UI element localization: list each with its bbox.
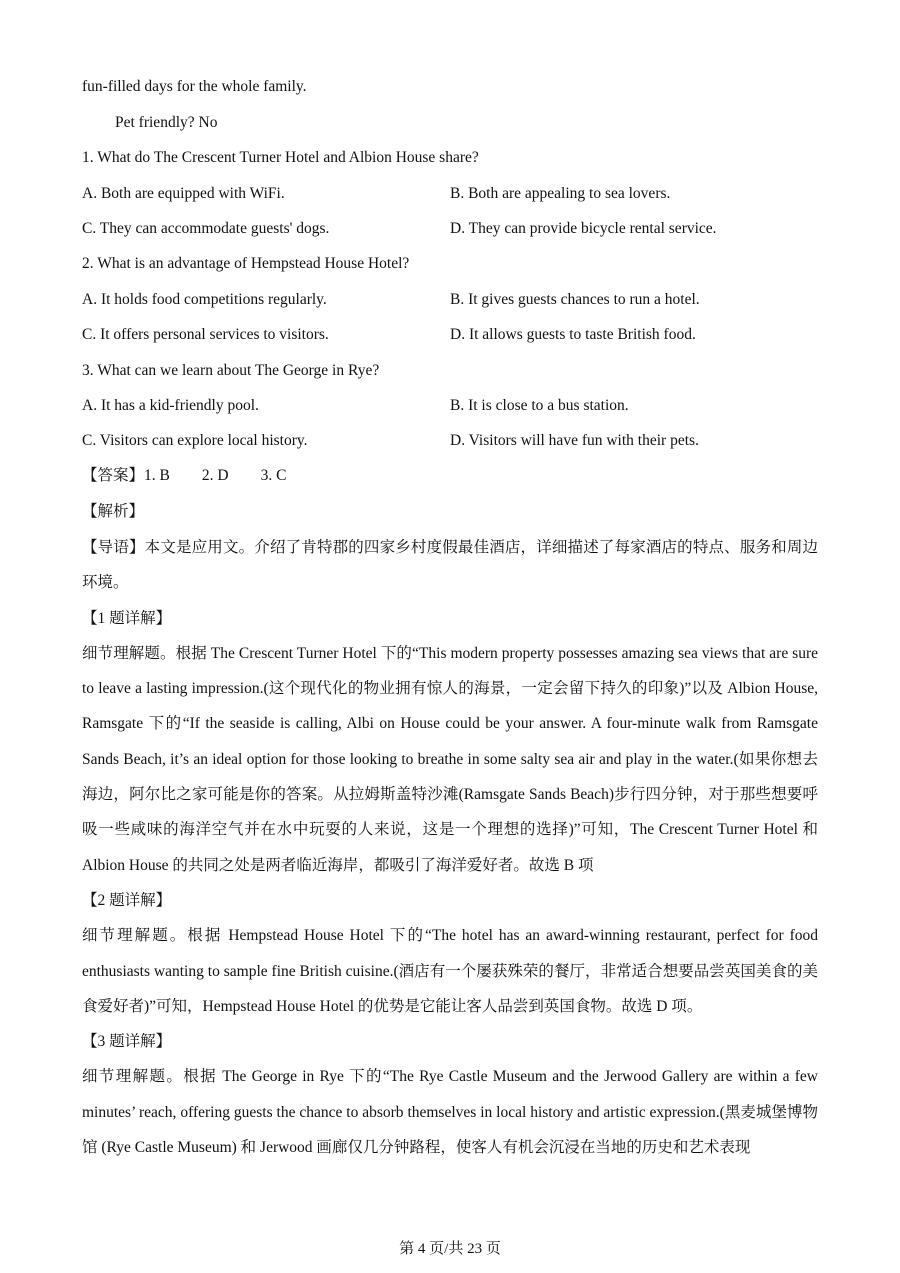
question-2-option-c: C. It offers personal services to visitors. — [82, 326, 329, 343]
question-1-stem: 1. What do The Crescent Turner Hotel and Albion House share? — [82, 149, 479, 166]
guide-paragraph: 【导语】本文是应用文。介绍了肯特郡的四家乡村度假最佳酒店，详细描述了每家酒店的特点、服务和周边环境。 — [82, 539, 818, 592]
answer-item-3: 3. C — [260, 467, 287, 484]
answer-label: 【答案】 — [82, 467, 145, 484]
detail-2-text: 细节理解题。根据 Hempstead House Hotel 下的“The hotel has an award-winning restaurant, perfect for food enthusiasts wanting to sample fine British cuisine.(酒店有一个屡获殊荣的餐厅，非常适合想要品尝英国美食的美食爱好者)”可知，Hempstead House Hotel 的优势是它能让客人品尝到英国食物。故选 D 项。 — [82, 927, 818, 1015]
detail-3-label: 【3 题详解】 — [82, 1033, 172, 1051]
detail-1-text: 细节理解题。根据 The Crescent Turner Hotel 下的“This modern property possesses amazing sea views that are sure to leave a lasting impression.(这个现代化的物业拥有惊人的海景，一定会留下持久的印象)”以及 Albion House, Ramsgate 下的“If the seaside is calling, Albi on House could be your answer. A four-minute walk from Ramsgate Sands Beach, it’s an ideal option for those looking to breathe in some salty sea air and play in the water.(如果你想去海边，阿尔比之家可能是你的答案。从拉姆斯盖特沙滩(Ramsgate Sands Beach)步行四分钟，对于那些想要呼吸一些咸味的海洋空气并在水中玩耍的人来说，这是一个理想的选择)”可知，The Crescent Turner Hotel 和 Albion House 的共同之处是两者临近海岸，都吸引了海洋爱好者。故选 B 项 — [82, 644, 818, 874]
detail-3-text: 细节理解题。根据 The George in Rye 下的“The Rye Castle Museum and the Jerwood Gallery are within a few minutes’ reach, offering guests the chance to absorb themselves in local history and artistic expression.(黑麦城堡博物馆 (Rye Castle Museum) 和 Jerwood 画廊仅几分钟路程，使客人有机会沉浸在当地的历史和艺术表现 — [82, 1068, 818, 1157]
answer-item-2: 2. D — [201, 467, 229, 484]
question-1-option-b: B. Both are appealing to sea lovers. — [450, 185, 671, 202]
question-2-stem: 2. What is an advantage of Hempstead House Hotel? — [82, 255, 410, 272]
question-3-stem: 3. What can we learn about The George in Rye? — [82, 362, 380, 379]
question-1-option-d: D. They can provide bicycle rental service. — [450, 220, 717, 237]
detail-1-label: 【1 题详解】 — [82, 609, 172, 627]
question-2-option-b: B. It gives guests chances to run a hotel. — [450, 291, 700, 308]
question-1-option-c: C. They can accommodate guests' dogs. — [82, 220, 330, 237]
answer-item-1: 1. B — [144, 467, 170, 484]
question-3-option-b: B. It is close to a bus station. — [450, 397, 629, 414]
question-3-option-a: A. It has a kid-friendly pool. — [82, 397, 259, 414]
analysis-body — [82, 530, 818, 1165]
intro-tail: fun-filled days for the whole family. — [82, 78, 307, 95]
analysis-label: 【解析】 — [82, 503, 145, 520]
pet-friendly-line: Pet friendly? No — [115, 114, 218, 131]
question-1-option-a: A. Both are equipped with WiFi. — [82, 185, 285, 202]
question-3-option-c: C. Visitors can explore local history. — [82, 432, 308, 449]
answer-line — [82, 466, 286, 486]
question-3-option-d: D. Visitors will have fun with their pets. — [450, 432, 699, 449]
detail-2-label: 【2 题详解】 — [82, 891, 172, 909]
question-2-option-d: D. It allows guests to taste British food. — [450, 326, 696, 343]
page-footer: 第 4 页/共 23 页 — [399, 1241, 501, 1257]
question-2-option-a: A. It holds food competitions regularly. — [82, 291, 327, 308]
